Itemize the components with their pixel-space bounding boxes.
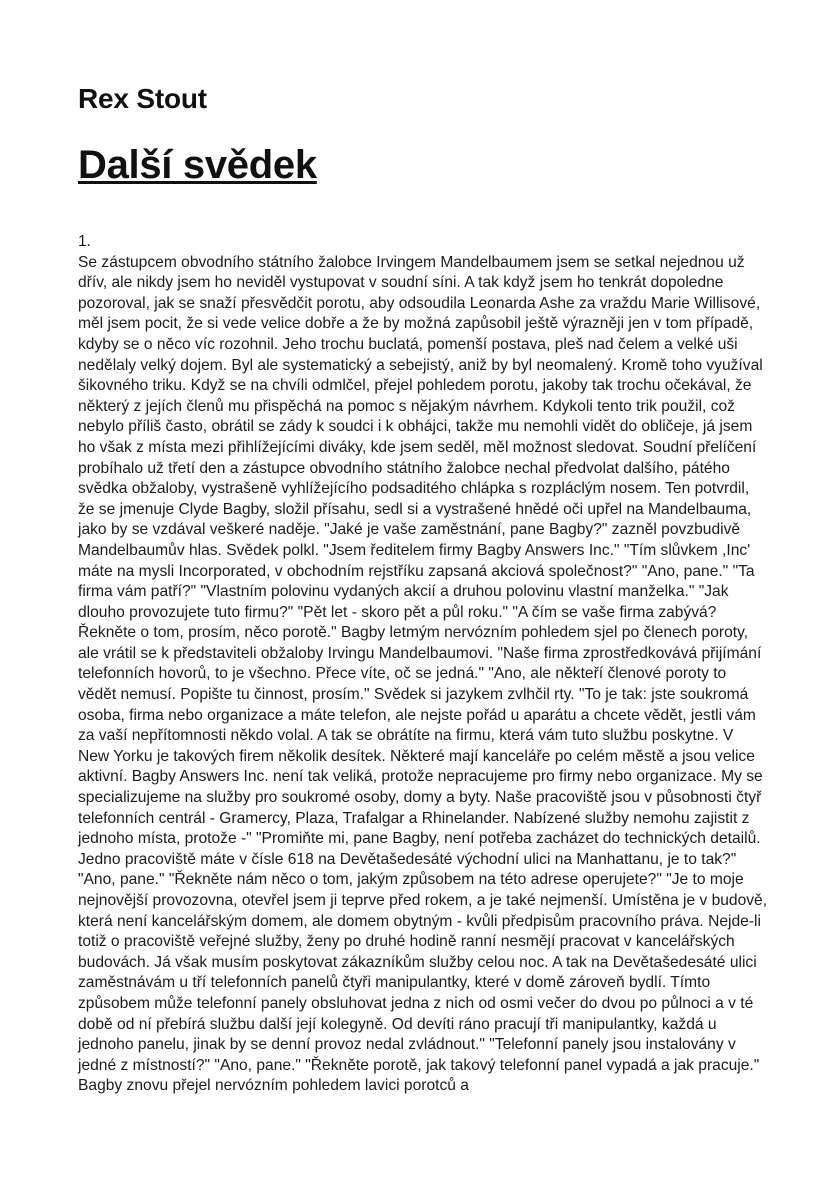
story-paragraph: Se zástupcem obvodního státního žalobce Irvingem Mandelbaumem jsem se setkal nejednou už dřív, ale nikdy jsem ho neviděl vystupovat v soudní síni. A tak když jsem ho tenkrát dopoledne pozoroval, jak se snaží přesvědčit porotu, aby odsoudila Leonarda Ashe za vraždu Marie Willisové, měl jsem pocit, že si vede velice dobře a že by možná zapůsobil ještě výrazněji jen v tom případě, kdyby se o něco víc rozohnil. Jeho trochu buclatá, pomenší postava, pleš nad čelem a velké uši nedělaly velký dojem. Byl ale systematický a sebejistý, aniž by byl neomalený. Kromě toho využíval šikovného triku. Když se na chvíli odmlčel, přejel pohledem porotu, jakoby tak trochu očekával, že některý z jejích členů mu přispěchá na pomoc s nějakým návrhem. Kdykoli tento trik použil, což nebylo příliš často, obrátil se zády k soudci i k obhájci, takže mu nemohli vidět do obličeje, já jsem ho však z místa mezi přihlížejícími diváky, kde jsem seděl, měl možnost sledovat. Soudní přelíčení probíhalo už třetí den a zástupce obvodního státního žalobce nechal předvolat dalšího, pátého svědka obžaloby, vystrašeně vyhlížejícího podsaditého chlápka s rozpláclým nosem. Ten potvrdil, že se jmenuje Clyde Bagby, složil přísahu, sedl si a vystrašené hnědé oči upřel na Mandelbauma, jako by se vzdával veškeré naděje. "Jaké je vaše zaměstnání, pane Bagby?" zazněl povzbudivě Mandelbaumův hlas. Svědek polkl. "Jsem ředitelem firmy Bagby Answers Inc." "Tím slůvkem ,Inc' máte na mysli Incorporated, v obchodním rejstříku zapsaná akciová společnost?" "Ano, pane." "Ta firma vám patří?" "Vlastním polovinu vydaných akcií a druhou polovinu vlastní manželka." "Jak dlouho provozujete tuto firmu?" "Pět let - skoro pět a půl roku." "A čím se vaše firma zabývá? Řekněte o tom, prosím, něco porotě." Bagby letmým nervózním pohledem sjel po členech poroty, ale vrátil se k představiteli obžaloby Irvingu Mandelbaumovi. "Naše firma zprostředkovává přijímání telefonních hovorů, to je všechno. Přece víte, oč se jedná." "Ano, ale někteří členové poroty to vědět nemusí. Popište tu činnost, prosím." Svědek si jazykem zvlhčil rty. "To je tak: jste soukromá osoba, firma nebo organizace a máte telefon, ale nejste pořád u aparátu a chcete vědět, jestli vám za vaší nepřítomnosti někdo volal. A tak se obrátíte na firmu, která vám tuto službu poskytne. V New Yorku je takových firem několik desítek. Některé mají kanceláře po celém městě a jsou velice aktivní. Bagby Answers Inc. není tak veliká, protože nepracujeme pro firmy nebo organizace. My se specializujeme na služby pro soukromé osoby, domy a byty. Naše pracoviště jsou v působnosti čtyř telefonních centrál - Gramercy, Plaza, Trafalgar a Rhinelander. Nabízené služby nemohu zajistit z jednoho místa, protože -" "Promiňte mi, pane Bagby, není potřeba zacházet do technických detailů. Jedno pracoviště máte v čísle 618 na Devětašedesáté východní ulici na Manhattanu, je to tak?" "Ano, pane." "Řekněte nám něco o tom, jakým způsobem na této adrese operujete?" "Je to moje nejnovější provozovna, otevřel jsem ji teprve před rokem, a je také nejmenší. Umístěna je v budově, která není kancelářským domem, ale domem obytným - kvůli předpisům pracovního práva. Nejde-li totiž o pracoviště veřejné služby, ženy po druhé hodině ranní nesmějí pracovat v kancelářských budovách. Já však musím poskytovat zákazníkům služby celou noc. A tak na Devětašedesáté ulici zaměstnávám u tří telefonních panelů čtyři manipulantky, které v domě zároveň bydlí. Tímto způsobem může telefonní panely obsluhovat jedna z nich od osmi večer do dvou po půlnoci a v té době od ní přebírá službu další její kolegyně. Od devíti ráno pracují tři manipulantky, každá u jednoho panelu, jinak by se denní provoz nedal zvládnout." "Telefonní panely jsou instalovány v jedné z místností?" "Ano, pane." "Řekněte porotě, jak takový telefonní panel vypadá a jak pracuje." Bagby znovu přejel nervózním pohledem lavici porotců a bbox=[78, 253, 768, 1095]
author-name: Rex Stout bbox=[78, 83, 207, 114]
page-title bbox=[78, 140, 768, 190]
book-title-text: Další svědek bbox=[78, 143, 317, 187]
body-text bbox=[78, 232, 768, 1097]
chapter-number: 1. bbox=[78, 233, 92, 250]
